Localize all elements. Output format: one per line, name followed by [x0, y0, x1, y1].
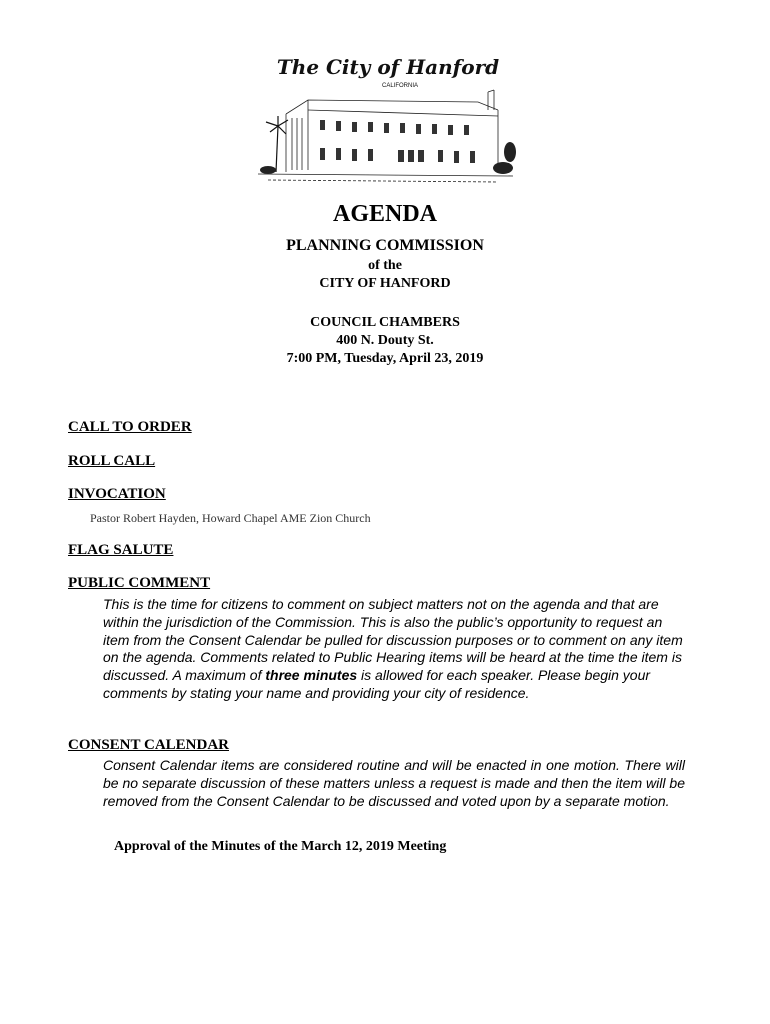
public-comment-heading: PUBLIC COMMENT — [68, 575, 211, 591]
invocation-heading: INVOCATION — [68, 486, 166, 502]
meeting-datetime: 7:00 PM, Tuesday, April 23, 2019 — [286, 351, 484, 366]
of-the-line: of the — [368, 258, 402, 273]
meeting-address: 400 N. Douty St. — [336, 333, 434, 348]
commission-name: PLANNING COMMISSION — [286, 237, 484, 254]
public-comment-text-part2: is allowed for each speaker. Please begin your comments by stating your name and providing your city of residence. — [103, 667, 651, 701]
invocation-detail: Pastor Robert Hayden, Howard Chapel AME Zion Church — [90, 511, 371, 525]
logo-state-label: CALIFORNIA — [381, 83, 419, 89]
public-comment-time-limit: three minutes — [265, 667, 358, 684]
agenda-title: AGENDA — [332, 201, 437, 227]
logo-script-title: The City of Hanford — [276, 55, 500, 79]
approval-minutes-item: Approval of the Minutes of the March 12, 2019 Meeting — [114, 839, 447, 854]
city-logo — [248, 52, 520, 192]
consent-calendar-heading: CONSENT CALENDAR — [68, 737, 230, 753]
city-name: CITY OF HANFORD — [319, 276, 451, 291]
public-comment-text-part1: This is the time for citizens to comment on subject matters not on the agenda and that are within the jurisdiction of the Commission. This is also the public’s opportunity to request an item from the Consent Calendar be pulled for discussion purposes or to comment on any item on the agenda. Comments related to Public Hearing items will be heard at the time the item is discussed. A maximum of — [103, 596, 683, 684]
consent-calendar-text: Consent Calendar items are considered routine and will be enacted in one motion. There will be no separate discussion of these matters unless a request is made and then the item will be removed from the Consent Calendar to be discussed and voted upon by a separate motion. — [103, 757, 685, 809]
flag-salute-heading: FLAG SALUTE — [68, 542, 174, 558]
roll-call-heading: ROLL CALL — [68, 453, 156, 469]
city-hall-illustration — [248, 52, 520, 192]
public-comment-text — [103, 596, 685, 703]
meeting-location: COUNCIL CHAMBERS — [310, 315, 460, 330]
call-to-order-heading: CALL TO ORDER — [68, 419, 192, 435]
